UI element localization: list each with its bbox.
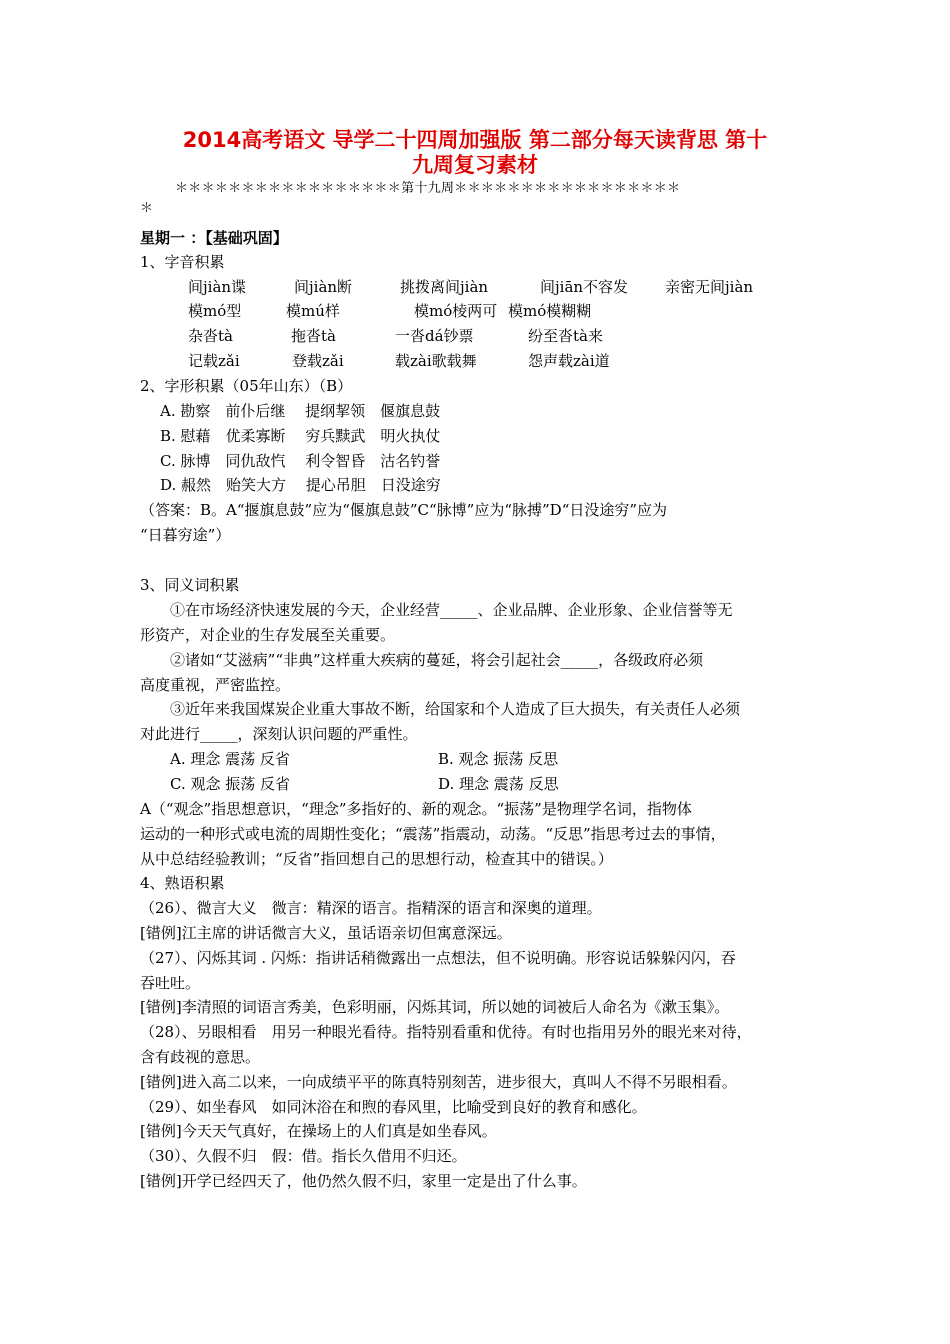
page-title-line-2: 九周复习素材 (412, 153, 538, 177)
idiom-line: （26）、微言大义 微言：精深的语言。指精深的语言和深奥的道理。 (140, 899, 602, 917)
pinyin-row-2 (188, 301, 591, 321)
pinyin-item: 模mú样 (286, 302, 340, 320)
section-3-heading: 3、同义词积累 (140, 576, 240, 594)
pinyin-row-3 (188, 326, 603, 346)
idiom-line: （28）、另眼相看 用另一种眼光看待。指特别看重和优待。有时也指用另外的眼光来对待， (140, 1023, 752, 1041)
section-4-heading: 4、熟语积累 (140, 874, 225, 892)
question-2-line-2: 高度重视，严密监控。 (140, 676, 291, 694)
idiom-line: [错例]江主席的讲话微言大义，虽话语亲切但寓意深远。 (140, 924, 512, 942)
answer-3-line-1: A（“观念”指思想意识，“理念”多指好的、新的观念。“振荡”是物理学名词，指物体 (140, 800, 692, 818)
pinyin-item: 怨声载zài道 (528, 352, 610, 370)
pinyin-item: 间jiàn断 (294, 278, 353, 296)
pinyin-row-4 (188, 351, 610, 371)
choice-a: A. 理念 震荡 反省 (170, 750, 290, 768)
pinyin-item: 挑拨离间jiàn (400, 278, 489, 296)
option-a: A. 勘察 前仆后继 提纲挈领 偃旗息鼓 (160, 402, 441, 420)
page-title-line-1: 2014高考语文 导学二十四周加强版 第二部分每天读背思 第十 (182, 128, 768, 152)
pinyin-item: 纷至沓tà来 (528, 327, 603, 345)
idiom-line: [错例]进入高二以来，一向成绩平平的陈真特别刻苦，进步很大，真叫人不得不另眼相看。 (140, 1073, 737, 1091)
option-d: D. 赧然 贻笑大方 提心吊胆 日没途穷 (160, 476, 441, 494)
idiom-line: 吞吐吐。 (140, 974, 201, 992)
pinyin-item: 载zài歌载舞 (395, 352, 477, 370)
answer-2-line-2: “日暮穷途”） (140, 526, 231, 544)
answer-2-line-1: （答案：B。A“揠旗息鼓”应为“偃旗息鼓”C“脉博”应为“脉搏”D“日没途穷”应为 (140, 501, 668, 519)
pinyin-item: 亲密无间jiàn (665, 278, 754, 296)
pinyin-item: 记载zǎi (188, 352, 240, 370)
pinyin-item: 拖沓tà (291, 327, 336, 345)
pinyin-item: 间jiān不容发 (540, 278, 629, 296)
pinyin-row-1 (188, 277, 753, 297)
idiom-line: 含有歧视的意思。 (140, 1048, 261, 1066)
answer-3-line-3: 从中总结经验教训；“反省”指回想自己的思想行动，检查其中的错误。） (140, 850, 613, 868)
monday-header: 星期一 ：【基础巩固】 (140, 229, 288, 247)
idiom-line: [错例]今天天气真好，在操场上的人们真是如坐春风。 (140, 1122, 497, 1140)
pinyin-item: 间jiàn谍 (188, 278, 247, 296)
question-1-line-2: 形资产，对企业的生存发展至关重要。 (140, 626, 396, 644)
choice-d: D. 理念 震荡 反思 (438, 775, 559, 793)
question-1-line-1: ①在市场经济快速发展的今天，企业经营_____、企业品牌、企业形象、企业信誉等无 (170, 601, 733, 619)
idiom-line: （29）、如坐春风 如同沐浴在和煦的春风里，比喻受到良好的教育和感化。 (140, 1098, 647, 1116)
week-divider-wrap: ＊ (140, 201, 154, 216)
section-2-heading: 2、字形积累（05年山东）（B） (140, 377, 353, 395)
question-3-line-1: ③近年来我国煤炭企业重大事故不断，给国家和个人造成了巨大损失，有关责任人必须 (170, 700, 741, 718)
pinyin-item: 模mó模糊糊 (508, 302, 592, 320)
pinyin-item: 模mó型 (188, 302, 242, 320)
idiom-line: [错例]开学已经四天了，他仍然久假不归，家里一定是出了什么事。 (140, 1172, 587, 1190)
pinyin-item: 一沓dá钞票 (395, 327, 474, 345)
option-c: C. 脉博 同仇敌忾 利令智昏 沽名钓誉 (160, 452, 441, 470)
pinyin-item: 杂沓tà (188, 327, 233, 345)
choice-c: C. 观念 振荡 反省 (170, 775, 291, 793)
question-3-line-2: 对此进行_____，深刻认识问题的严重性。 (140, 725, 418, 743)
week-divider: ＊＊＊＊＊＊＊＊＊＊＊＊＊＊＊＊＊第十九周＊＊＊＊＊＊＊＊＊＊＊＊＊＊＊＊＊ (175, 181, 681, 196)
idiom-line: （30）、久假不归 假：借。指长久借用不归还。 (140, 1147, 467, 1165)
answer-3-line-2: 运动的一种形式或电流的周期性变化；“震荡”指震动，动荡。“反思”指思考过去的事情， (140, 825, 726, 843)
question-2-line-1: ②诸如“艾滋病”“非典”这样重大疾病的蔓延，将会引起社会_____，各级政府必须 (170, 651, 704, 669)
idiom-line: [错例]李清照的词语言秀美，色彩明丽，闪烁其词，所以她的词被后人命名为《漱玉集》。 (140, 998, 730, 1016)
pinyin-item: 模mó棱两可 (414, 302, 498, 320)
idiom-line: （27）、闪烁其词 . 闪烁：指讲话稍微露出一点想法，但不说明确。形容说话躲躲闪闪，吞 (140, 949, 736, 967)
section-1-heading: 1、字音积累 (140, 253, 225, 271)
choice-b: B. 观念 振荡 反思 (438, 750, 559, 768)
pinyin-item: 登载zǎi (292, 352, 344, 370)
option-b: B. 慰藉 优柔寡断 穷兵黩武 明火执仗 (160, 427, 441, 445)
